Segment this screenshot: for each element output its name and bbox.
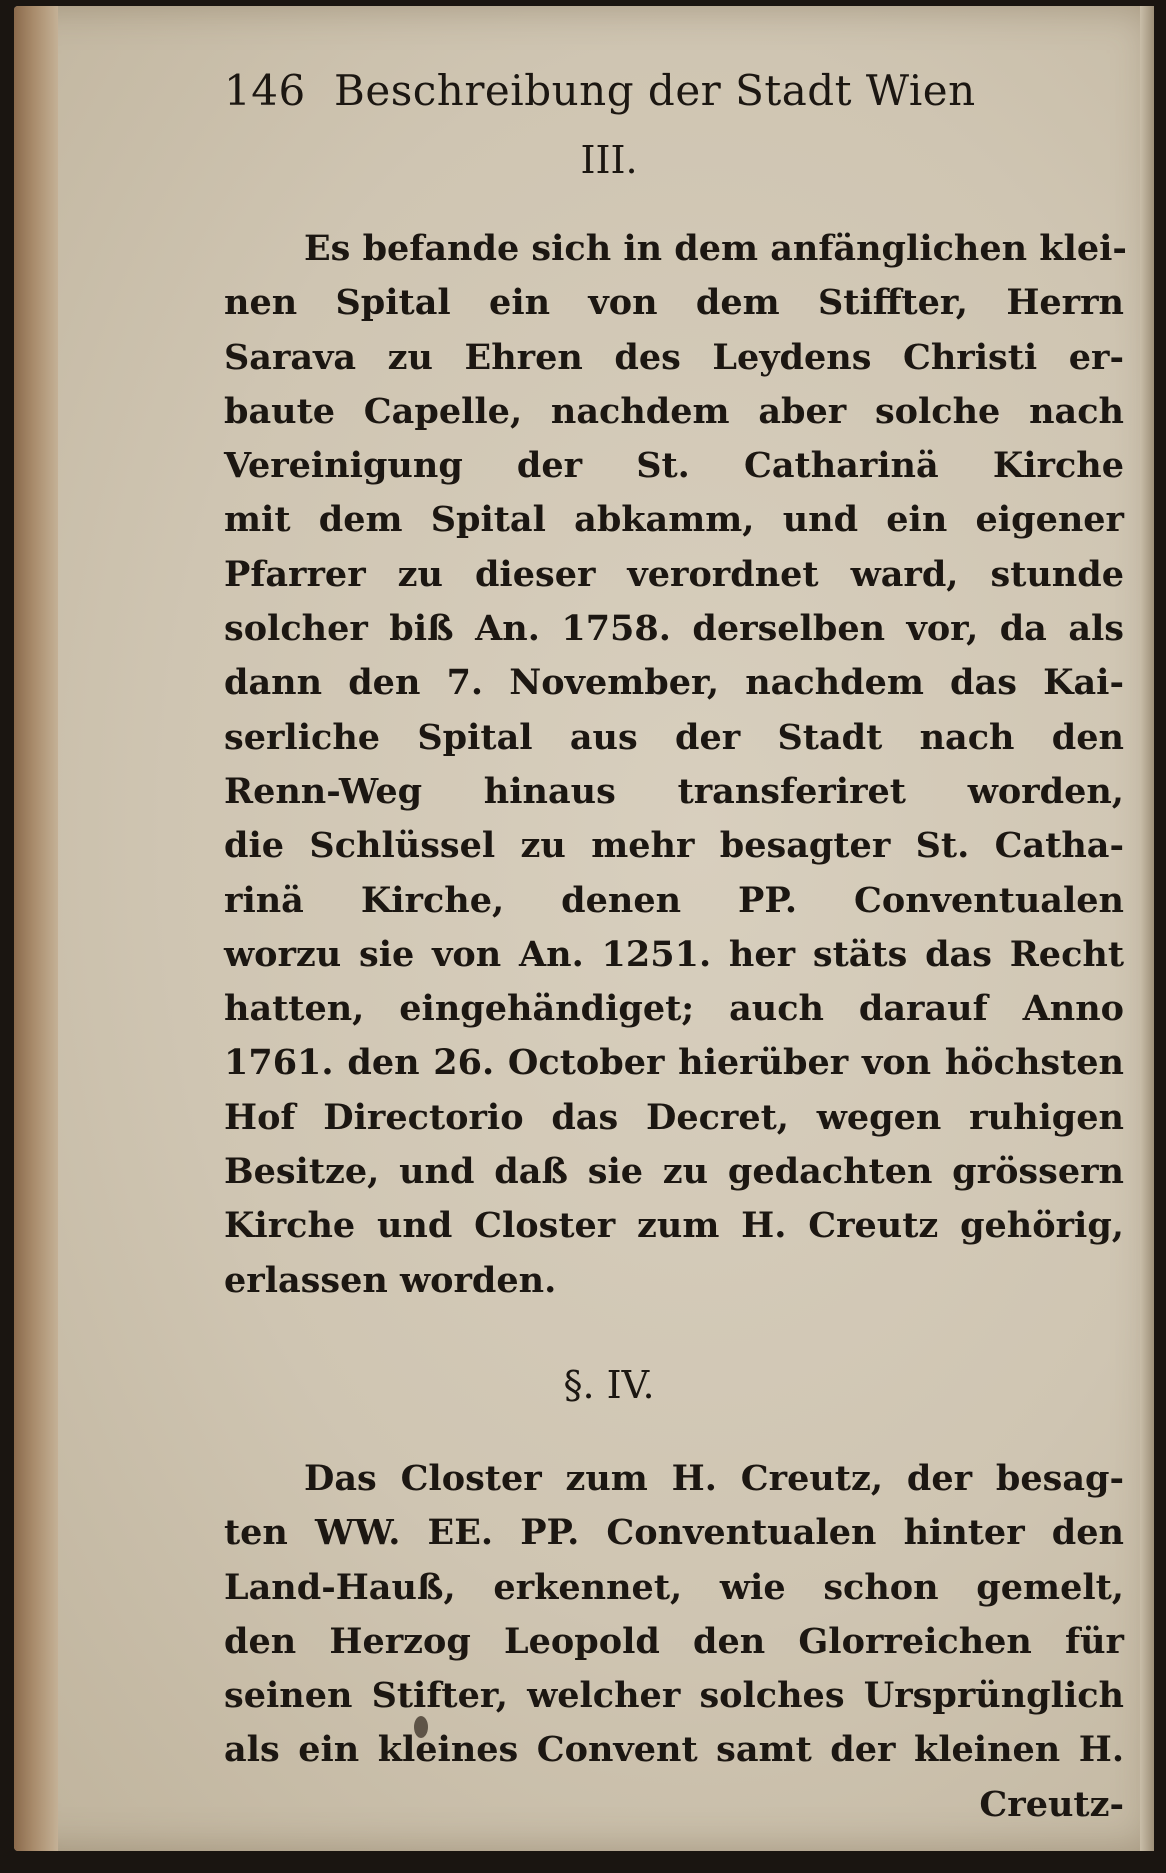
- text-line: mit dem Spital abkamm, und ein eigener: [224, 499, 1124, 541]
- text-line: Das Closter zum H. Creutz, der besag-: [304, 1457, 1124, 1499]
- spacer: [224, 1308, 1124, 1358]
- text-line: Kirche und Closter zum H. Creutz gehörig,: [224, 1205, 1124, 1247]
- text-line: worzu sie von An. 1251. her stäts das Recht: [224, 933, 1124, 975]
- text-line: erlassen worden.: [224, 1259, 557, 1301]
- text-line: Renn-Weg hinaus transferiret worden,: [224, 770, 1124, 812]
- section-heading-iv: §. IV.: [563, 1362, 655, 1407]
- text-line: 1761. den 26. October hierüber von höchsten: [224, 1042, 1124, 1084]
- page-gutter: [14, 6, 58, 1851]
- text-line: hatten, eingehändiget; auch darauf Anno: [224, 988, 1124, 1030]
- text-line: Sarava zu Ehren des Leydens Christi er-: [224, 336, 1124, 378]
- text-line: nen Spital ein von dem Stiffter, Herrn: [224, 282, 1124, 324]
- text-line: Vereinigung der St. Catharinä Kirche: [224, 445, 1124, 487]
- running-title: Beschreibung der Stadt Wien: [334, 66, 976, 115]
- text-line: seinen Stifter, welcher solches Ursprünglich: [224, 1675, 1124, 1717]
- page-number: 146: [224, 66, 306, 115]
- spacer: [224, 1412, 1124, 1452]
- text-line: als ein kleines Convent samt der kleinen H.: [224, 1729, 1124, 1771]
- text-line: Hof Directorio das Decret, wegen ruhigen: [224, 1096, 1124, 1138]
- text-line: Besitze, und daß sie zu gedachten grössern: [224, 1151, 1124, 1193]
- text-line: rinä Kirche, denen PP. Conventualen: [224, 879, 1124, 921]
- text-line: Land-Hauß, erkennet, wie schon gemelt,: [224, 1566, 1124, 1608]
- section-heading-iii: III.: [580, 138, 638, 182]
- running-head: [224, 66, 1124, 138]
- text-line: baute Capelle, nachdem aber solche nach: [224, 390, 1124, 432]
- text-line: serliche Spital aus der Stadt nach den: [224, 716, 1124, 758]
- paragraph-iii: [224, 222, 1127, 1308]
- paragraph-iv: [224, 1452, 1124, 1832]
- page-edge: [1140, 6, 1154, 1851]
- book-page: [14, 6, 1154, 1851]
- text-line: ten WW. EE. PP. Conventualen hinter den: [224, 1512, 1124, 1554]
- text-block: [224, 66, 1127, 1832]
- text-line: die Schlüssel zu mehr besagter St. Catha-: [224, 825, 1124, 867]
- text-line: Es befande sich in dem anfänglichen klei-: [304, 228, 1127, 269]
- text-line: Pfarrer zu dieser verordnet ward, stunde: [224, 553, 1124, 595]
- text-line: den Herzog Leopold den Glorreichen für: [224, 1620, 1124, 1662]
- text-line: dann den 7. November, nachdem das Kai-: [224, 662, 1124, 704]
- text-line: solcher biß An. 1758. derselben vor, da als: [224, 608, 1124, 650]
- catchword: Creutz-: [979, 1783, 1124, 1825]
